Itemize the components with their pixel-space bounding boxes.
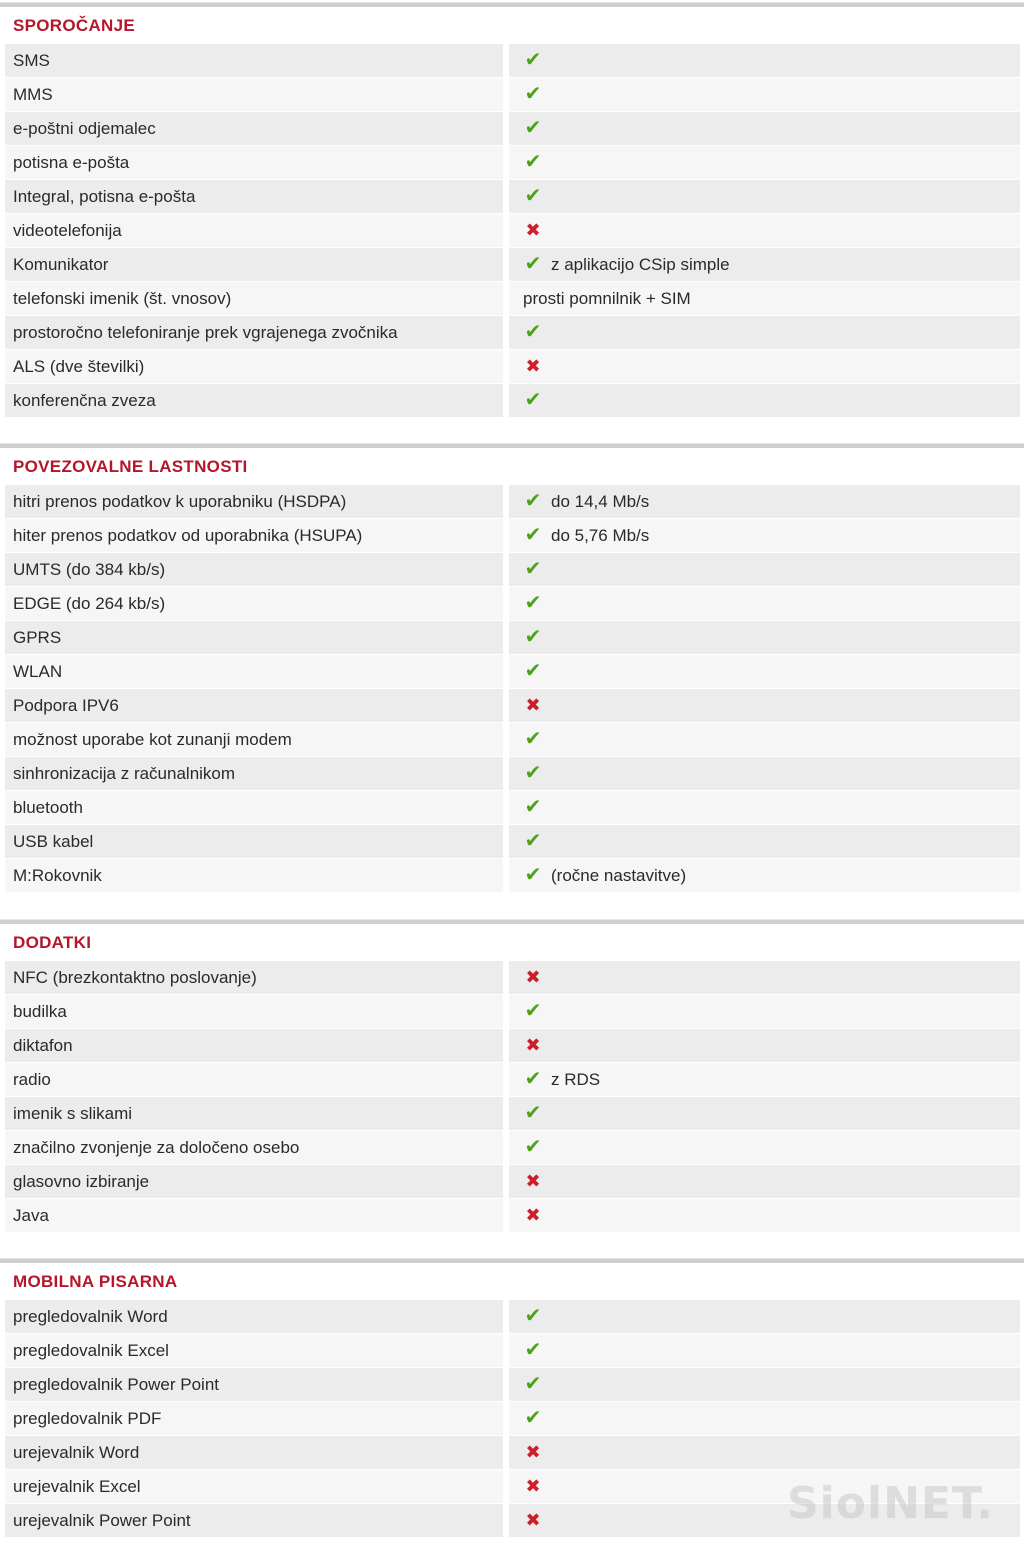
cross-icon: ✖ bbox=[525, 1510, 541, 1530]
check-icon: ✔ bbox=[524, 660, 542, 682]
feature-label: USB kabel bbox=[5, 825, 503, 858]
table-row bbox=[0, 112, 1024, 146]
check-icon: ✔ bbox=[524, 321, 542, 343]
feature-label: EDGE (do 264 kb/s) bbox=[5, 587, 503, 620]
table-row bbox=[0, 1097, 1024, 1131]
feature-value bbox=[509, 248, 1020, 281]
check-icon: ✔ bbox=[524, 117, 542, 139]
check-icon: ✔ bbox=[524, 1136, 542, 1158]
table-row bbox=[0, 825, 1024, 859]
table-row bbox=[0, 1334, 1024, 1368]
feature-note: do 14,4 Mb/s bbox=[551, 492, 650, 511]
check-icon: ✔ bbox=[524, 524, 542, 546]
table-row bbox=[0, 1436, 1024, 1470]
feature-label: prostoročno telefoniranje prek vgrajenega zvočnika bbox=[5, 316, 503, 349]
feature-label: hitri prenos podatkov k uporabniku (HSDPA) bbox=[5, 485, 503, 518]
feature-label: budilka bbox=[5, 995, 503, 1028]
table-row bbox=[0, 995, 1024, 1029]
feature-label: pregledovalnik Word bbox=[5, 1300, 503, 1333]
feature-label: pregledovalnik Excel bbox=[5, 1334, 503, 1367]
check-icon: ✔ bbox=[524, 1000, 542, 1022]
table-row bbox=[0, 1063, 1024, 1097]
feature-value bbox=[509, 350, 1020, 383]
check-icon: ✔ bbox=[524, 1407, 542, 1429]
table-row bbox=[0, 1165, 1024, 1199]
feature-value bbox=[509, 587, 1020, 620]
table-row bbox=[0, 248, 1024, 282]
check-icon: ✔ bbox=[524, 1102, 542, 1124]
cross-icon: ✖ bbox=[525, 967, 541, 987]
cross-icon: ✖ bbox=[525, 695, 541, 715]
feature-label: telefonski imenik (št. vnosov) bbox=[5, 282, 503, 315]
table-row bbox=[0, 791, 1024, 825]
watermark-logo: SiolNET. bbox=[786, 1478, 994, 1529]
table-row bbox=[0, 282, 1024, 316]
feature-label: Podpora IPV6 bbox=[5, 689, 503, 722]
feature-label: WLAN bbox=[5, 655, 503, 688]
check-icon: ✔ bbox=[524, 796, 542, 818]
check-icon: ✔ bbox=[524, 864, 542, 886]
feature-label: značilno zvonjenje za določeno osebo bbox=[5, 1131, 503, 1164]
check-icon: ✔ bbox=[524, 830, 542, 852]
check-icon: ✔ bbox=[524, 728, 542, 750]
table-row bbox=[0, 146, 1024, 180]
feature-value bbox=[509, 1334, 1020, 1367]
feature-note: prosti pomnilnik + SIM bbox=[523, 289, 691, 308]
section-1 bbox=[0, 443, 1024, 893]
feature-value bbox=[509, 1063, 1020, 1096]
feature-value bbox=[509, 282, 1020, 315]
feature-label: e-poštni odjemalec bbox=[5, 112, 503, 145]
feature-value bbox=[509, 859, 1020, 892]
feature-value bbox=[509, 791, 1020, 824]
feature-value bbox=[509, 384, 1020, 417]
feature-note: z RDS bbox=[551, 1070, 601, 1089]
table-row bbox=[0, 214, 1024, 248]
feature-value bbox=[509, 519, 1020, 552]
section-title: DODATKI bbox=[13, 933, 92, 952]
table-row bbox=[0, 78, 1024, 112]
table-row bbox=[0, 689, 1024, 723]
section-2 bbox=[0, 919, 1024, 1233]
feature-label: potisna e-pošta bbox=[5, 146, 503, 179]
feature-label: M:Rokovnik bbox=[5, 859, 503, 892]
check-icon: ✔ bbox=[524, 1373, 542, 1395]
feature-label: imenik s slikami bbox=[5, 1097, 503, 1130]
check-icon: ✔ bbox=[524, 389, 542, 411]
check-icon: ✔ bbox=[524, 1305, 542, 1327]
feature-value bbox=[509, 180, 1020, 213]
table-row bbox=[0, 180, 1024, 214]
table-row bbox=[0, 1300, 1024, 1334]
feature-value bbox=[509, 1199, 1020, 1232]
feature-label: urejevalnik Power Point bbox=[5, 1504, 503, 1537]
table-row bbox=[0, 316, 1024, 350]
cross-icon: ✖ bbox=[525, 1171, 541, 1191]
feature-label: Komunikator bbox=[5, 248, 503, 281]
check-icon: ✔ bbox=[524, 1339, 542, 1361]
check-icon: ✔ bbox=[524, 49, 542, 71]
feature-value bbox=[509, 621, 1020, 654]
check-icon: ✔ bbox=[524, 762, 542, 784]
table-row bbox=[0, 655, 1024, 689]
check-icon: ✔ bbox=[524, 626, 542, 648]
feature-label: Java bbox=[5, 1199, 503, 1232]
feature-label: pregledovalnik Power Point bbox=[5, 1368, 503, 1401]
check-icon: ✔ bbox=[524, 185, 542, 207]
cross-icon: ✖ bbox=[525, 356, 541, 376]
feature-label: sinhronizacija z računalnikom bbox=[5, 757, 503, 790]
check-icon: ✔ bbox=[524, 490, 542, 512]
cross-icon: ✖ bbox=[525, 1476, 541, 1496]
table-row bbox=[0, 44, 1024, 78]
feature-label: NFC (brezkontaktno poslovanje) bbox=[5, 961, 503, 994]
table-row bbox=[0, 1199, 1024, 1233]
feature-label: UMTS (do 384 kb/s) bbox=[5, 553, 503, 586]
feature-note: z aplikacijo CSip simple bbox=[551, 255, 730, 274]
feature-label: možnost uporabe kot zunanji modem bbox=[5, 723, 503, 756]
feature-value bbox=[509, 1368, 1020, 1401]
feature-value bbox=[509, 112, 1020, 145]
feature-label: pregledovalnik PDF bbox=[5, 1402, 503, 1435]
check-icon: ✔ bbox=[524, 558, 542, 580]
check-icon: ✔ bbox=[524, 1068, 542, 1090]
feature-value bbox=[509, 146, 1020, 179]
feature-value bbox=[509, 1097, 1020, 1130]
table-row bbox=[0, 1402, 1024, 1436]
cross-icon: ✖ bbox=[525, 1442, 541, 1462]
feature-value bbox=[509, 825, 1020, 858]
feature-label: SMS bbox=[5, 44, 503, 77]
feature-value bbox=[509, 1165, 1020, 1198]
section-title: SPOROČANJE bbox=[13, 16, 136, 35]
feature-value bbox=[509, 961, 1020, 994]
feature-label: diktafon bbox=[5, 1029, 503, 1062]
feature-value bbox=[509, 553, 1020, 586]
cross-icon: ✖ bbox=[525, 1205, 541, 1225]
cross-icon: ✖ bbox=[525, 1035, 541, 1055]
table-row bbox=[0, 587, 1024, 621]
feature-value bbox=[509, 44, 1020, 77]
table-row bbox=[0, 621, 1024, 655]
feature-value bbox=[509, 1029, 1020, 1062]
section-title: POVEZOVALNE LASTNOSTI bbox=[13, 457, 248, 476]
feature-value bbox=[509, 1300, 1020, 1333]
table-row bbox=[0, 519, 1024, 553]
feature-value bbox=[509, 995, 1020, 1028]
feature-note: (ročne nastavitve) bbox=[551, 866, 687, 885]
check-icon: ✔ bbox=[524, 253, 542, 275]
feature-value bbox=[509, 757, 1020, 790]
cross-icon: ✖ bbox=[525, 220, 541, 240]
feature-label: videotelefonija bbox=[5, 214, 503, 247]
section-title: MOBILNA PISARNA bbox=[13, 1272, 178, 1291]
feature-value bbox=[509, 1436, 1020, 1469]
feature-label: konferenčna zveza bbox=[5, 384, 503, 417]
feature-label: radio bbox=[5, 1063, 503, 1096]
feature-note: do 5,76 Mb/s bbox=[551, 526, 650, 545]
feature-label: hiter prenos podatkov od uporabnika (HSUPA) bbox=[5, 519, 503, 552]
table-row bbox=[0, 757, 1024, 791]
table-row bbox=[0, 859, 1024, 893]
feature-label: bluetooth bbox=[5, 791, 503, 824]
table-row bbox=[0, 485, 1024, 519]
feature-label: GPRS bbox=[5, 621, 503, 654]
feature-value bbox=[509, 485, 1020, 518]
feature-value bbox=[509, 689, 1020, 722]
check-icon: ✔ bbox=[524, 151, 542, 173]
table-row bbox=[0, 1368, 1024, 1402]
feature-value bbox=[509, 655, 1020, 688]
table-row bbox=[0, 961, 1024, 995]
feature-value bbox=[509, 214, 1020, 247]
table-row bbox=[0, 723, 1024, 757]
feature-label: urejevalnik Excel bbox=[5, 1470, 503, 1503]
check-icon: ✔ bbox=[524, 83, 542, 105]
feature-label: Integral, potisna e-pošta bbox=[5, 180, 503, 213]
table-row bbox=[0, 350, 1024, 384]
feature-label: MMS bbox=[5, 78, 503, 111]
feature-value bbox=[509, 1131, 1020, 1164]
feature-value bbox=[509, 723, 1020, 756]
feature-value bbox=[509, 78, 1020, 111]
table-row bbox=[0, 1029, 1024, 1063]
table-row bbox=[0, 553, 1024, 587]
feature-value bbox=[509, 1402, 1020, 1435]
table-row bbox=[0, 1131, 1024, 1165]
feature-label: ALS (dve številki) bbox=[5, 350, 503, 383]
feature-label: glasovno izbiranje bbox=[5, 1165, 503, 1198]
table-row bbox=[0, 384, 1024, 418]
feature-value bbox=[509, 316, 1020, 349]
check-icon: ✔ bbox=[524, 592, 542, 614]
feature-label: urejevalnik Word bbox=[5, 1436, 503, 1469]
section-0 bbox=[0, 2, 1024, 418]
